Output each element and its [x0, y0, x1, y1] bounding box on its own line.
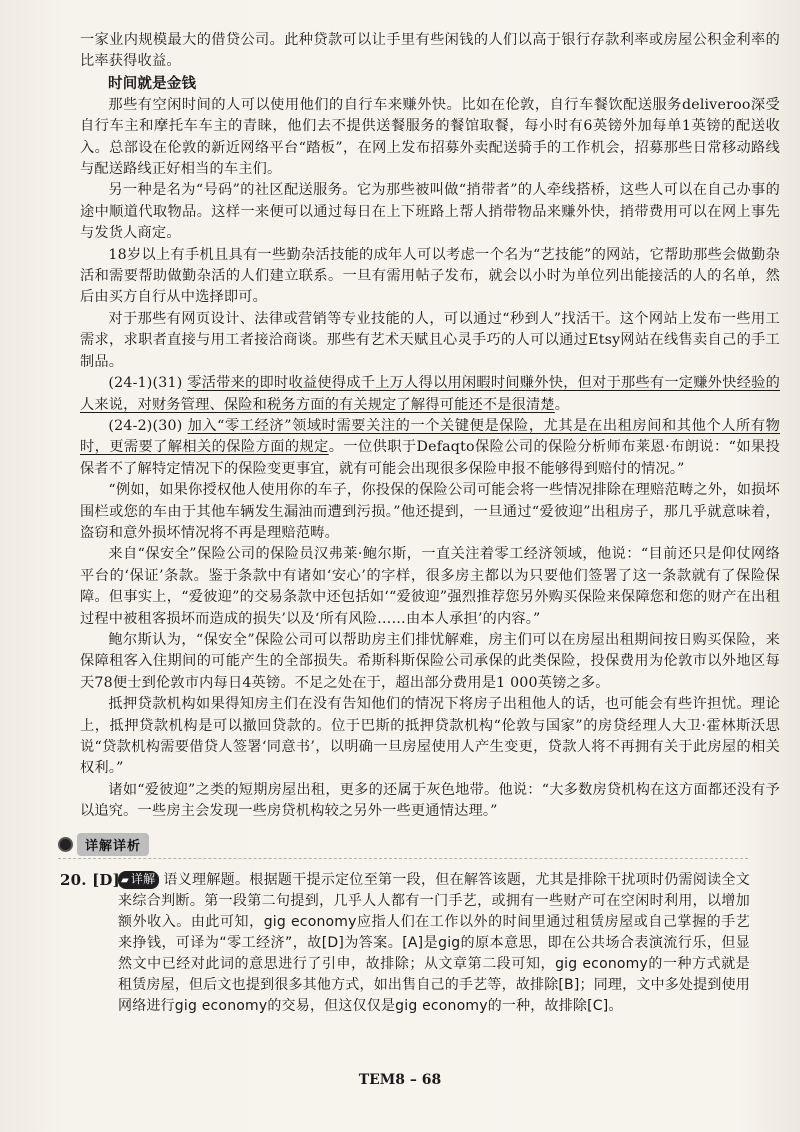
- paragraph-2: 那些有空闲时间的人可以使用他们的自行车来赚外快。比如在伦敦，自行车餐饮配送服务deliveroo深受自行车主和摩托车车主的青睐，他们去不提供送餐服务的餐馆取餐，每小时有6英镑外加每单1英镑的配送收入。总部设在伦敦的新近网络平台“踏板”，在网上发布招募外卖配送骑手的工作机会，招募那些日常移动路线与配送路线正好相当的车主们。: [80, 96, 780, 178]
- question-ref-24-1: (24-1)(31): [108, 375, 188, 392]
- explanation-badge: [118, 871, 159, 889]
- paragraph-11: 抵押贷款机构如果得知房主们在没有告知他们的情况下将房子出租他人的话，也可能会有些许担忧。理论上，抵押贷款机构是可以撤回贷款的。位于巴斯的抵押贷款机构“伦敦与国家”的房贷经理人大卫·霍林斯沃思说“贷款机构需要借贷人签署‘同意书’，以明确一旦房屋使用人产生变更，贷款人将不再拥有关于此房屋的相关权利。”: [80, 696, 780, 777]
- paragraph-4: 18岁以上有手机且具有一些勤杂活技能的成年人可以考虑一个名为“艺技能”的网站，它帮助那些会做勤杂活和需要帮助做勤杂活的人们建立联系。一旦有需用帖子发布，就会以小时为单位列出能接活的人的名单，然后由买方自行从中选择即可。: [80, 246, 780, 306]
- paragraph-1: 一家业内规模最大的借贷公司。此种贷款可以让手里有些闲钱的人们以高于银行存款利率或房屋公积金利率的比率获得收益。: [80, 32, 780, 70]
- answer-explanation: [118, 870, 750, 1017]
- article-body: [80, 30, 780, 823]
- bullet-icon: [58, 837, 73, 852]
- detailed-explanation-header: [58, 832, 149, 856]
- paragraph-3: 另一种是名为“号码”的社区配送服务。它为那些被叫做“捎带者”的人牵线搭桥，这些人可以在自己办事的途中顺道代取物品。这样一来便可以通过每日在上下班路上帮人捎带物品来赚外快，捎带费用可以在网上事先与发货人商定。: [80, 182, 780, 242]
- paragraph-10: 鲍尔斯认为，“保安全”保险公司可以帮助房主们排忧解难，房主们可以在房屋出租期间按日购买保险，来保障租客入住期间的可能产生的全部损失。希斯科斯保险公司承保的此类保险，投保费用为伦敦市以外地区每天78便士到伦敦市内每日4英镑。不足之处在于，超出部分费用是1 000英镑之多。: [80, 631, 780, 691]
- answer-block: [60, 870, 750, 1017]
- paragraph-9: 来自“保安全”保险公司的保险员汉弗莱·鲍尔斯，一直关注着零工经济领域，他说：“目前还只是仰仗网络平台的‘保证’条款。鉴于条款中有诸如‘安心’的字样，很多房主都以为只要他们签署了这一条款就有了保险保障。但事实上，“爱彼迎”的交易条款中还包括如‘“爱彼迎”强烈推荐您另外购买保险来保障您和您的财产在出租过程中被租客损坏而造成的损失’以及‘所有风险……由本人承担’的内容。”: [80, 546, 780, 627]
- explanation-text: 语义理解题。根据题干提示定位至第一段，但在解答该题，尤其是排除干扰项时仍需阅读全文来综合判断。第一段第二句提到，几乎人人都有一门手艺，或拥有一些财产可在空闲时利用，以增加额外收入。由此可知，gig economy应指人们在工作以外的时间里通过租赁房屋或自己掌握的手艺来挣钱，可译为“零工经济”，故[D]为答案。[A]是gig的原本意思，即在公共场合表演流行乐，但显然文中已经对此词的意思进行了引申，故排除；从文章第二段可知，gig economy的一种方式就是租赁房屋，但后文也提到很多其他方式，如出售自己的手艺等，故排除[B]；同理，文中多处提到使用网络进行gig economy的交易，但这仅仅是gig economy的一种，故排除[C]。: [118, 872, 750, 1014]
- paragraph-7-rest: 。一位供职于Defaqto保险公司的保险分析师布莱恩·布朗说：“如果投保者不了解特定情况下的保险变更事宜，就有可能会出现很多保险申报不能够得到赔付的情况。”: [80, 439, 780, 477]
- badge-label: 详解: [130, 872, 156, 886]
- section-heading: 时间就是金钱: [108, 75, 197, 92]
- paragraph-8: “例如，如果你授权他人使用你的车子，你投保的保险公司可能会将一些情况排除在理赔范畴之外，如损坏围栏或您的车由于其他车辆发生漏油而遭到污损。”他还提到，一旦通过“爱彼迎”出租房子，那几乎就意味着，盗窃和意外损坏情况将不再是理赔范畴。: [80, 482, 780, 541]
- paragraph-6: [80, 373, 780, 416]
- underlined-key-sentence: 零活带来的即时收益使得成千上万人得以用闲暇时间赚外快，但对于那些有一定赚外快经验的人来说，对财务管理、保险和税务方面的有关规定了解得可能还不是很清楚: [80, 375, 781, 413]
- question-ref-24-2: (24-2)(30): [108, 417, 188, 434]
- paragraph-6-end: 。: [554, 396, 570, 413]
- divider: [58, 858, 748, 859]
- paragraph-7: [80, 416, 780, 480]
- question-number: 20. [D]: [60, 871, 120, 889]
- page-number: TEM8 – 68: [358, 1072, 442, 1088]
- book-icon: ▰: [121, 875, 129, 886]
- paragraph-5: 对于那些有网页设计、法律或营销等专业技能的人，可以通过“秒到人”找活干。这个网站上发布一些用工需求，求职者直接与用工者接洽商谈。那些有艺术天赋且心灵手巧的人可以通过Etsy网站在线售卖自己的手工制品。: [80, 310, 780, 370]
- paragraph-12: 诸如“爱彼迎”之类的短期房屋出租，更多的还属于灰色地带。他说：“大多数房贷机构在这方面都还没有予以追究。一些房主会发现一些房贷机构较之另外一些更通情达理。”: [80, 781, 780, 820]
- underlined-key-sentence: 加入“零工经济”领域时需要关注的一个关键便是保险，尤其是在出租房间和其他个人所有物时，更需要了解相关的保险方面的规定: [80, 417, 780, 456]
- section-label: 详解详析: [77, 833, 149, 856]
